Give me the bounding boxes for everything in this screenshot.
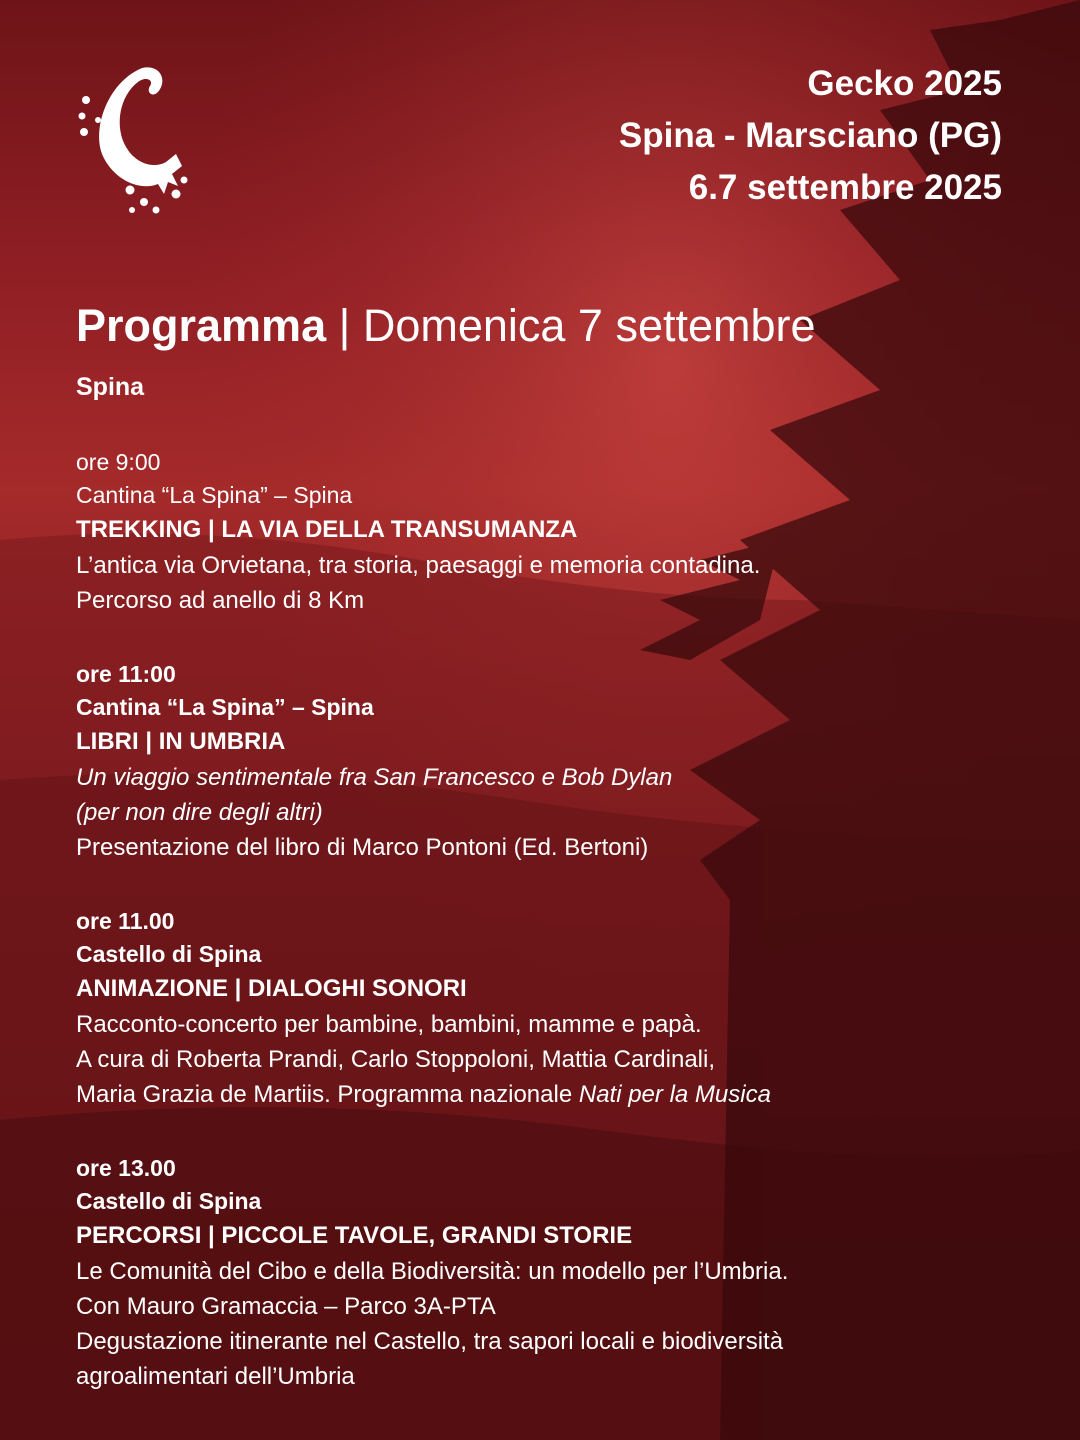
event-time: ore 9:00 bbox=[76, 449, 161, 475]
event-description: agroalimentari dell’Umbria bbox=[76, 1363, 355, 1390]
event-description: L’antica via Orvietana, tra storia, paesaggi e memoria contadina. bbox=[76, 552, 761, 579]
title-separator: | bbox=[338, 300, 351, 351]
event-item bbox=[76, 905, 1026, 1112]
event-venue: Cantina “La Spina” – Spina bbox=[76, 482, 353, 508]
event-category: ANIMAZIONE | DIALOGHI SONORI bbox=[76, 975, 467, 1002]
event-item bbox=[76, 1152, 1026, 1394]
event-time: ore 11:00 bbox=[76, 661, 176, 687]
event-description: Un viaggio sentimentale fra San Francesco e Bob Dylan bbox=[76, 764, 673, 791]
title-day: Domenica 7 settembre bbox=[362, 300, 816, 351]
event-header bbox=[619, 58, 1002, 214]
event-description: Le Comunità del Cibo e della Biodiversità: un modello per l’Umbria. bbox=[76, 1258, 789, 1285]
event-time: ore 13.00 bbox=[76, 1155, 176, 1181]
event-description: A cura di Roberta Prandi, Carlo Stoppoloni, Mattia Cardinali, bbox=[76, 1046, 715, 1073]
title-main: Programma bbox=[76, 300, 327, 351]
event-venue: Cantina “La Spina” – Spina bbox=[76, 694, 374, 720]
location-heading: Spina bbox=[76, 373, 145, 401]
event-venue: Castello di Spina bbox=[76, 1188, 262, 1214]
gecko-logo-icon bbox=[72, 62, 192, 220]
event-description: Con Mauro Gramaccia – Parco 3A-PTA bbox=[76, 1293, 496, 1320]
event-category: PERCORSI | PICCOLE TAVOLE, GRANDI STORIE bbox=[76, 1222, 633, 1249]
festival-location: Spina - Marsciano (PG) bbox=[618, 116, 1002, 155]
program-name: Nati per la Musica bbox=[578, 1081, 771, 1108]
event-category: LIBRI | IN UMBRIA bbox=[76, 728, 286, 755]
page-title bbox=[76, 298, 816, 354]
event-venue: Castello di Spina bbox=[76, 941, 262, 967]
festival-dates: 6.7 settembre 2025 bbox=[688, 168, 1002, 207]
event-item bbox=[76, 446, 1026, 618]
event-description-text: Maria Grazia de Martiis. Programma nazionale bbox=[76, 1081, 579, 1108]
event-item bbox=[76, 658, 1026, 865]
program-list bbox=[76, 446, 1026, 1434]
event-category: TREKKING | LA VIA DELLA TRANSUMANZA bbox=[76, 516, 578, 543]
event-description: (per non dire degli altri) bbox=[76, 799, 323, 826]
event-description: Presentazione del libro di Marco Pontoni (Ed. Bertoni) bbox=[76, 834, 649, 861]
event-description bbox=[76, 1077, 1026, 1112]
event-description: Degustazione itinerante nel Castello, tra sapori locali e biodiversità bbox=[76, 1328, 784, 1355]
event-description: Racconto-concerto per bambine, bambini, mamme e papà. bbox=[76, 1011, 702, 1038]
event-description: Percorso ad anello di 8 Km bbox=[76, 587, 365, 614]
festival-name: Gecko 2025 bbox=[807, 64, 1002, 103]
event-time: ore 11.00 bbox=[76, 908, 175, 934]
